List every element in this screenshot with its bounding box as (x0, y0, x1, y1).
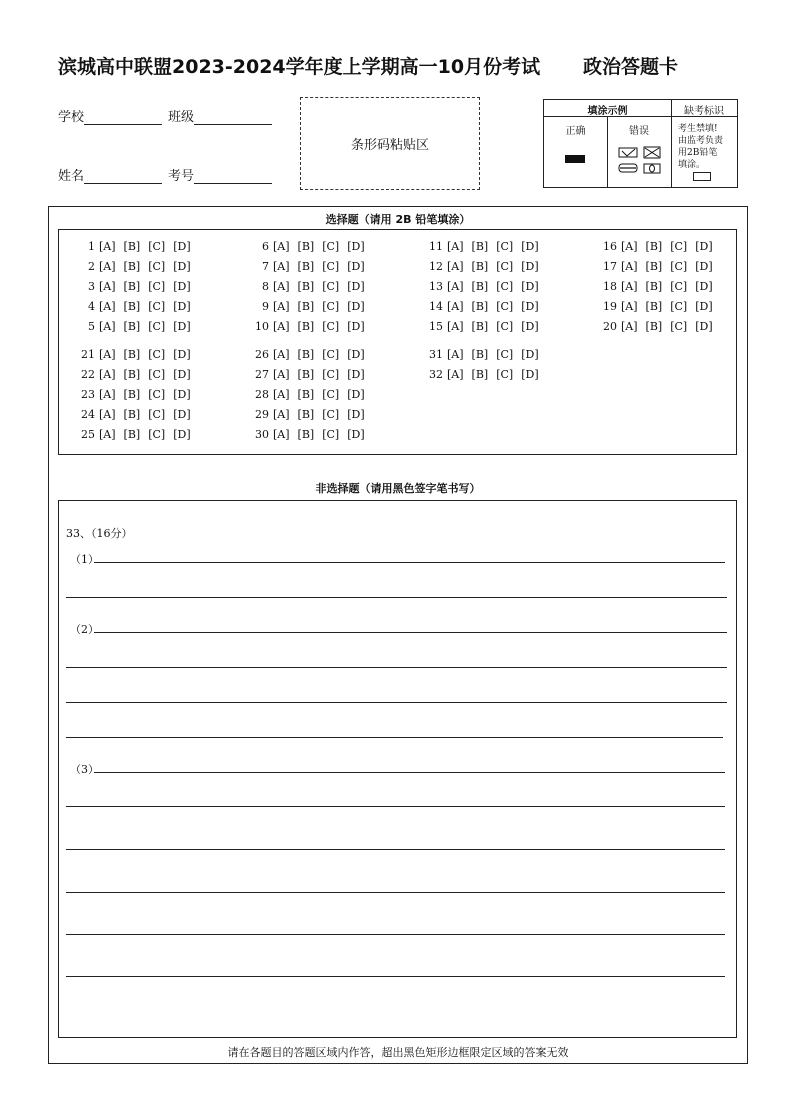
answer-bubble[interactable]: [B] (123, 348, 141, 361)
answer-bubble[interactable]: [C] (496, 240, 514, 253)
answer-bubble[interactable]: [B] (123, 368, 141, 381)
question-number: 18 (603, 280, 617, 293)
answer-line[interactable] (66, 934, 725, 935)
question-number: 9 (262, 300, 269, 313)
answer-bubble[interactable]: [A] (99, 408, 116, 421)
answer-bubble[interactable]: [B] (297, 260, 315, 273)
answer-line[interactable] (94, 772, 725, 773)
answer-bubble[interactable]: [B] (297, 348, 315, 361)
answer-bubble[interactable]: [A] (447, 348, 464, 361)
answer-bubble[interactable]: [D] (347, 348, 365, 361)
absent-note-4: 填涂。 (678, 160, 706, 170)
answer-bubble[interactable]: [A] (99, 388, 116, 401)
answer-bubble[interactable]: [B] (123, 320, 141, 333)
answer-bubble[interactable]: [D] (173, 240, 191, 253)
question-number: 12 (429, 260, 443, 273)
choice-question-row (247, 408, 373, 421)
answer-bubble[interactable]: [D] (173, 260, 191, 273)
answer-bubble[interactable]: [D] (521, 260, 539, 273)
question-number: 15 (429, 320, 443, 333)
fill-example-title: 填涂示例 (587, 106, 628, 117)
choice-question-row (247, 388, 373, 401)
choice-question-row (421, 320, 547, 333)
answer-line[interactable] (94, 562, 725, 563)
answer-bubble[interactable]: [D] (695, 320, 713, 333)
question-number: 1 (88, 240, 95, 253)
answer-bubble[interactable]: [B] (471, 368, 489, 381)
answer-line[interactable] (66, 702, 727, 703)
answer-bubble[interactable]: [D] (347, 388, 365, 401)
answer-bubble[interactable]: [D] (173, 368, 191, 381)
essay-answer-box (58, 500, 737, 1038)
answer-bubble[interactable]: [C] (322, 240, 340, 253)
choice-question-row (247, 428, 373, 441)
answer-bubble[interactable]: [A] (99, 428, 116, 441)
answer-bubble[interactable]: [D] (521, 300, 539, 313)
question-number: 28 (255, 388, 269, 401)
answer-bubble[interactable]: [D] (521, 348, 539, 361)
question-number: 10 (255, 320, 269, 333)
answer-bubble[interactable]: [A] (99, 280, 116, 293)
answer-bubble[interactable]: [D] (173, 320, 191, 333)
answer-bubble[interactable]: [B] (297, 408, 315, 421)
answer-bubble[interactable]: [C] (322, 368, 340, 381)
absent-note-1: 考生禁填! (678, 124, 718, 134)
answer-bubble[interactable]: [C] (148, 320, 166, 333)
answer-line[interactable] (66, 849, 725, 850)
answer-bubble[interactable]: [D] (521, 240, 539, 253)
answer-bubble[interactable]: [A] (273, 260, 290, 273)
answer-bubble[interactable]: [C] (148, 280, 166, 293)
choice-question-row (421, 368, 547, 381)
answer-bubble[interactable]: [D] (347, 280, 365, 293)
exam-no-field[interactable] (168, 165, 272, 184)
choice-question-row (247, 280, 373, 293)
answer-bubble[interactable]: [C] (322, 320, 340, 333)
absent-note-3: 用2B铅笔 (678, 148, 718, 158)
answer-bubble[interactable]: [A] (621, 260, 638, 273)
answer-bubble[interactable]: [A] (99, 348, 116, 361)
name-label: 姓名 (58, 169, 85, 184)
question-number: 30 (255, 428, 269, 441)
answer-bubble[interactable]: [D] (695, 240, 713, 253)
answer-bubble[interactable]: [B] (123, 260, 141, 273)
answer-bubble[interactable]: [C] (670, 240, 688, 253)
question-number: 32 (429, 368, 443, 381)
choice-section-title: 选择题（请用 2B 铅笔填涂） (325, 213, 471, 226)
wrong-label: 错误 (629, 126, 649, 137)
part-1-label: （1） (70, 553, 99, 566)
answer-bubble[interactable]: [B] (297, 368, 315, 381)
exam-title: 滨城高中联盟2023-2024学年度上学期高一10月份考试 (58, 56, 541, 78)
answer-bubble[interactable]: [C] (496, 260, 514, 273)
answer-bubble[interactable]: [C] (496, 320, 514, 333)
answer-bubble[interactable]: [A] (273, 240, 290, 253)
school-label: 学校 (58, 110, 85, 125)
answer-bubble[interactable]: [C] (670, 260, 688, 273)
choice-question-row (73, 280, 199, 293)
answer-bubble[interactable]: [D] (173, 348, 191, 361)
answer-bubble[interactable]: [B] (297, 388, 315, 401)
answer-bubble[interactable]: [A] (273, 428, 290, 441)
answer-bubble[interactable]: [C] (148, 348, 166, 361)
choice-question-row (247, 368, 373, 381)
answer-bubble[interactable]: [D] (347, 368, 365, 381)
answer-bubble[interactable]: [B] (297, 280, 315, 293)
choice-question-row (247, 300, 373, 313)
answer-bubble[interactable]: [C] (322, 260, 340, 273)
choice-question-row (421, 280, 547, 293)
answer-bubble[interactable]: [A] (447, 300, 464, 313)
answer-bubble[interactable]: [C] (496, 280, 514, 293)
answer-bubble[interactable]: [C] (148, 240, 166, 253)
answer-bubble[interactable]: [D] (173, 388, 191, 401)
answer-bubble[interactable]: [C] (148, 368, 166, 381)
answer-line[interactable] (66, 892, 725, 893)
subject-title: 政治答题卡 (583, 56, 679, 78)
class-line (194, 110, 272, 125)
answer-bubble[interactable]: [C] (148, 428, 166, 441)
answer-bubble[interactable]: [A] (273, 388, 290, 401)
answer-bubble[interactable]: [D] (347, 408, 365, 421)
question-number: 22 (81, 368, 95, 381)
answer-bubble[interactable]: [A] (99, 260, 116, 273)
exam-no-label: 考号 (168, 169, 195, 184)
answer-bubble[interactable]: [D] (347, 320, 365, 333)
answer-bubble[interactable]: [A] (273, 348, 290, 361)
answer-line[interactable] (94, 632, 727, 633)
answer-bubble[interactable]: [B] (123, 280, 141, 293)
answer-bubble[interactable]: [D] (695, 260, 713, 273)
choice-question-row (73, 388, 199, 401)
answer-bubble[interactable]: [C] (670, 280, 688, 293)
answer-bubble[interactable]: [A] (99, 320, 116, 333)
answer-bubble[interactable]: [D] (173, 428, 191, 441)
answer-bubble[interactable]: [A] (273, 408, 290, 421)
answer-bubble[interactable]: [D] (347, 240, 365, 253)
answer-bubble[interactable]: [D] (173, 408, 191, 421)
question-number: 5 (88, 320, 95, 333)
answer-line[interactable] (66, 737, 723, 738)
answer-bubble[interactable]: [B] (123, 300, 141, 313)
answer-bubble[interactable]: [A] (273, 368, 290, 381)
question-number: 21 (81, 348, 95, 361)
footer-note: 请在各题目的答题区域内作答，超出黑色矩形边框限定区域的答案无效 (227, 1046, 569, 1059)
answer-bubble[interactable]: [B] (471, 260, 489, 273)
answer-bubble[interactable]: [C] (322, 348, 340, 361)
answer-bubble[interactable]: [A] (447, 368, 464, 381)
answer-bubble[interactable]: [D] (521, 280, 539, 293)
answer-bubble[interactable]: [D] (347, 260, 365, 273)
answer-bubble[interactable]: [B] (471, 240, 489, 253)
choice-question-row (421, 300, 547, 313)
answer-bubble[interactable]: [A] (447, 240, 464, 253)
question-number: 24 (81, 408, 95, 421)
correct-fill-mark (565, 155, 585, 163)
answer-bubble[interactable]: [B] (297, 428, 315, 441)
answer-bubble[interactable]: [B] (645, 280, 663, 293)
answer-bubble[interactable]: [D] (173, 300, 191, 313)
answer-bubble[interactable]: [D] (521, 368, 539, 381)
question-number: 8 (262, 280, 269, 293)
answer-bubble[interactable]: [B] (645, 320, 663, 333)
question-number: 20 (603, 320, 617, 333)
answer-bubble[interactable]: [B] (123, 428, 141, 441)
answer-bubble[interactable]: [B] (123, 388, 141, 401)
choice-question-row (73, 260, 199, 273)
question-number: 4 (88, 300, 95, 313)
answer-bubble[interactable]: [C] (322, 408, 340, 421)
choice-question-row (421, 260, 547, 273)
answer-bubble[interactable]: [A] (99, 240, 116, 253)
answer-line[interactable] (66, 806, 725, 807)
question-number: 27 (255, 368, 269, 381)
fill-example-box (543, 99, 738, 188)
question-number: 13 (429, 280, 443, 293)
answer-bubble[interactable]: [C] (322, 300, 340, 313)
answer-bubble[interactable]: [A] (621, 240, 638, 253)
absent-title: 缺考标识 (684, 106, 724, 117)
answer-bubble[interactable]: [B] (297, 240, 315, 253)
answer-bubble[interactable]: [A] (99, 368, 116, 381)
name-field[interactable] (58, 165, 162, 184)
answer-bubble[interactable]: [D] (347, 300, 365, 313)
question-number: 26 (255, 348, 269, 361)
answer-bubble[interactable]: [B] (297, 320, 315, 333)
choice-question-row (595, 240, 721, 253)
choice-question-row (73, 300, 199, 313)
question-number: 3 (88, 280, 95, 293)
question-number: 29 (255, 408, 269, 421)
answer-bubble[interactable]: [D] (347, 428, 365, 441)
name-line (84, 169, 162, 184)
answer-bubble[interactable]: [C] (148, 300, 166, 313)
question-number: 7 (262, 260, 269, 273)
school-field[interactable] (58, 106, 162, 125)
choice-question-row (247, 260, 373, 273)
choice-question-row (247, 320, 373, 333)
answer-bubble[interactable]: [D] (173, 280, 191, 293)
answer-bubble[interactable]: [B] (471, 300, 489, 313)
choice-question-row (73, 240, 199, 253)
correct-label: 正确 (565, 126, 586, 137)
choice-question-row (247, 348, 373, 361)
answer-bubble[interactable]: [C] (496, 348, 514, 361)
answer-bubble[interactable]: [B] (123, 240, 141, 253)
answer-bubble[interactable]: [C] (322, 428, 340, 441)
essay-section-title: 非选择题（请用黑色签字笔书写） (315, 482, 481, 495)
question-33-label: 33、（16分） (66, 527, 133, 540)
answer-bubble[interactable]: [B] (645, 300, 663, 313)
choice-question-row (595, 280, 721, 293)
question-number: 14 (429, 300, 443, 313)
answer-bubble[interactable]: [B] (297, 300, 315, 313)
question-number: 25 (81, 428, 95, 441)
barcode-area (300, 97, 480, 190)
wrong-fill-marks (618, 146, 666, 176)
answer-bubble[interactable]: [A] (99, 300, 116, 313)
question-number: 16 (603, 240, 617, 253)
question-number: 31 (429, 348, 443, 361)
question-number: 19 (603, 300, 617, 313)
absent-mark-box[interactable] (693, 172, 711, 181)
choice-question-row (595, 320, 721, 333)
question-number: 2 (88, 260, 95, 273)
answer-bubble[interactable]: [B] (471, 348, 489, 361)
choice-question-row (73, 408, 199, 421)
school-line (84, 110, 162, 125)
answer-bubble[interactable]: [C] (148, 260, 166, 273)
choice-question-row (421, 240, 547, 253)
answer-bubble[interactable]: [B] (645, 240, 663, 253)
partial-mark (650, 165, 655, 172)
answer-bubble[interactable]: [B] (471, 280, 489, 293)
answer-bubble[interactable]: [A] (273, 320, 290, 333)
question-number: 6 (262, 240, 269, 253)
answer-bubble[interactable]: [D] (695, 300, 713, 313)
answer-line[interactable] (66, 597, 727, 598)
answer-bubble[interactable]: [A] (447, 280, 464, 293)
answer-bubble[interactable]: [B] (645, 260, 663, 273)
check-mark (622, 149, 635, 156)
answer-bubble[interactable]: [B] (123, 408, 141, 421)
answer-bubble[interactable]: [B] (471, 320, 489, 333)
answer-bubble[interactable]: [D] (521, 320, 539, 333)
choice-question-row (421, 348, 547, 361)
absent-note-2: 由监考负责 (678, 136, 724, 146)
answer-bubble[interactable]: [C] (496, 368, 514, 381)
answer-bubble[interactable]: [C] (148, 388, 166, 401)
question-number: 11 (429, 240, 443, 253)
question-number: 17 (603, 260, 617, 273)
answer-bubble[interactable]: [A] (273, 280, 290, 293)
answer-line[interactable] (66, 667, 727, 668)
answer-bubble[interactable]: [A] (447, 260, 464, 273)
barcode-label: 条形码粘贴区 (350, 138, 429, 153)
answer-bubble[interactable]: [A] (621, 280, 638, 293)
exam-no-line (194, 169, 272, 184)
choice-answer-box (58, 229, 737, 455)
part-3-label: （3） (70, 763, 99, 776)
answer-bubble[interactable]: [A] (447, 320, 464, 333)
choice-question-row (595, 300, 721, 313)
answer-bubble[interactable]: [C] (496, 300, 514, 313)
choice-question-row (595, 260, 721, 273)
choice-question-row (73, 348, 199, 361)
answer-bubble[interactable]: [C] (670, 320, 688, 333)
choice-question-row (73, 428, 199, 441)
choice-question-row (73, 368, 199, 381)
choice-question-row (247, 240, 373, 253)
answer-bubble[interactable]: [D] (695, 280, 713, 293)
question-number: 23 (81, 388, 95, 401)
answer-bubble[interactable]: [A] (621, 300, 638, 313)
answer-bubble[interactable]: [A] (621, 320, 638, 333)
choice-question-row (73, 320, 199, 333)
answer-bubble[interactable]: [C] (148, 408, 166, 421)
answer-bubble[interactable]: [C] (322, 388, 340, 401)
answer-bubble[interactable]: [A] (273, 300, 290, 313)
class-label: 班级 (168, 110, 195, 125)
answer-bubble[interactable]: [C] (670, 300, 688, 313)
answer-line[interactable] (66, 976, 725, 977)
part-2-label: （2） (70, 623, 99, 636)
class-field[interactable] (168, 106, 272, 125)
answer-bubble[interactable]: [C] (322, 280, 340, 293)
